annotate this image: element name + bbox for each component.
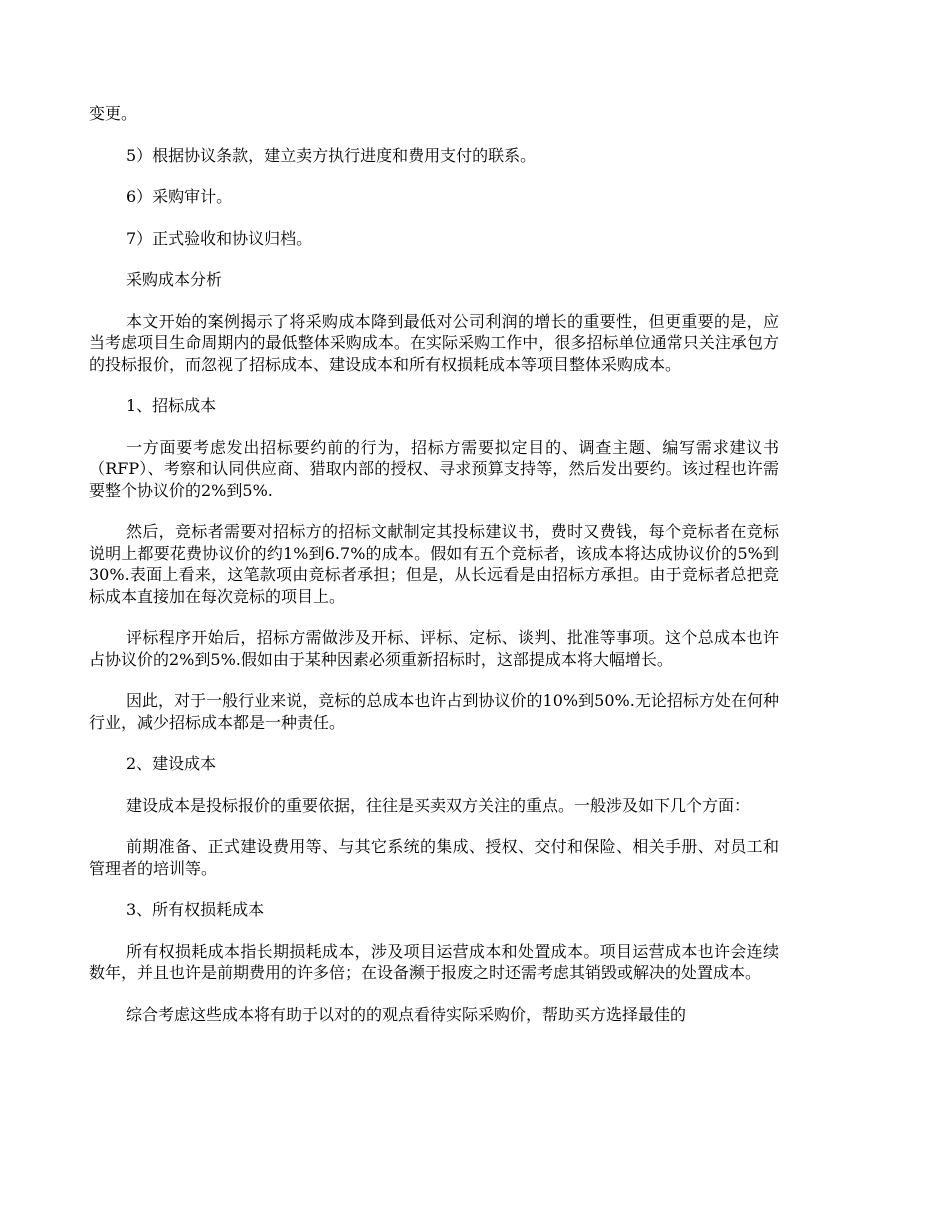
list-item-6: 6）采购审计。 (126, 187, 233, 206)
section-heading-construction-cost: 2、建设成本 (126, 754, 217, 773)
paragraph: 本文开始的案例揭示了将采购成本降到最低对公司利润的增长的重要性，但更重要的是，应当考虑项目生命周期内的最低整体采购成本。在实际采购工作中，很多招标单位通常只关注承包方的投标报价，而忽视了招标成本、建设成本和所有权损耗成本等项目整体采购成本。 (89, 311, 779, 374)
paragraph: 因此，对于一般行业来说，竞标的总成本也许占到协议价的10%到50%.无论招标方处在何种行业，减少招标成本都是一种责任。 (89, 691, 779, 732)
paragraph: 评标程序开始后，招标方需做涉及开标、评标、定标、谈判、批准等事项。这个总成本也许占协议价的2%到5%.假如由于某种因素必须重新招标时，这部提成本将大幅增长。 (89, 628, 779, 669)
section-heading-cost-analysis: 采购成本分析 (126, 270, 223, 289)
paragraph: 变更。 (89, 104, 138, 123)
paragraph: 前期准备、正式建设费用等、与其它系统的集成、授权、交付和保险、相关手册、对员工和管理者的培训等。 (89, 837, 779, 878)
list-item-7: 7）正式验收和协议归档。 (126, 228, 313, 248)
paragraph: 所有权损耗成本指长期损耗成本，涉及项目运营成本和处置成本。项目运营成本也许会连续数年，并且也许是前期费用的许多倍；在设备濒于报废之时还需考虑其销毁或解决的处置成本。 (89, 941, 779, 982)
section-heading-bidding-cost: 1、招标成本 (126, 396, 217, 415)
paragraph: 综合考虑这些成本将有助于以对的的观点看待实际采购价，帮助买方选择最佳的 (126, 1004, 687, 1024)
paragraph: 一方面要考虑发出招标要约前的行为，招标方需要拟定目的、调查主题、编写需求建议书（RFP）、考察和认同供应商、猎取内部的授权、寻求预算支持等，然后发出要约。该过程也许需要整个协议价的2%到5%. (89, 437, 779, 500)
paragraph: 然后，竞标者需要对招标方的招标文献制定其投标建议书，费时又费钱，每个竞标者在竞标说明上都要花费协议价的约1%到6.7%的成本。假如有五个竞标者，该成本将达成协议价的5%到30%.表面上看来，这笔款项由竞标者承担；但是，从长远看是由招标方承担。由于竞标者总把竞标成本直接加在每次竞标的项目上。 (89, 522, 779, 606)
document-body (89, 103, 779, 1045)
section-heading-ownership-cost: 3、所有权损耗成本 (126, 900, 265, 919)
list-item-5: 5）根据协议条款，建立卖方执行进度和费用支付的联系。 (126, 145, 537, 165)
paragraph: 建设成本是投标报价的重要依据，往往是买卖双方关注的重点。一般涉及如下几个方面： (126, 795, 751, 815)
